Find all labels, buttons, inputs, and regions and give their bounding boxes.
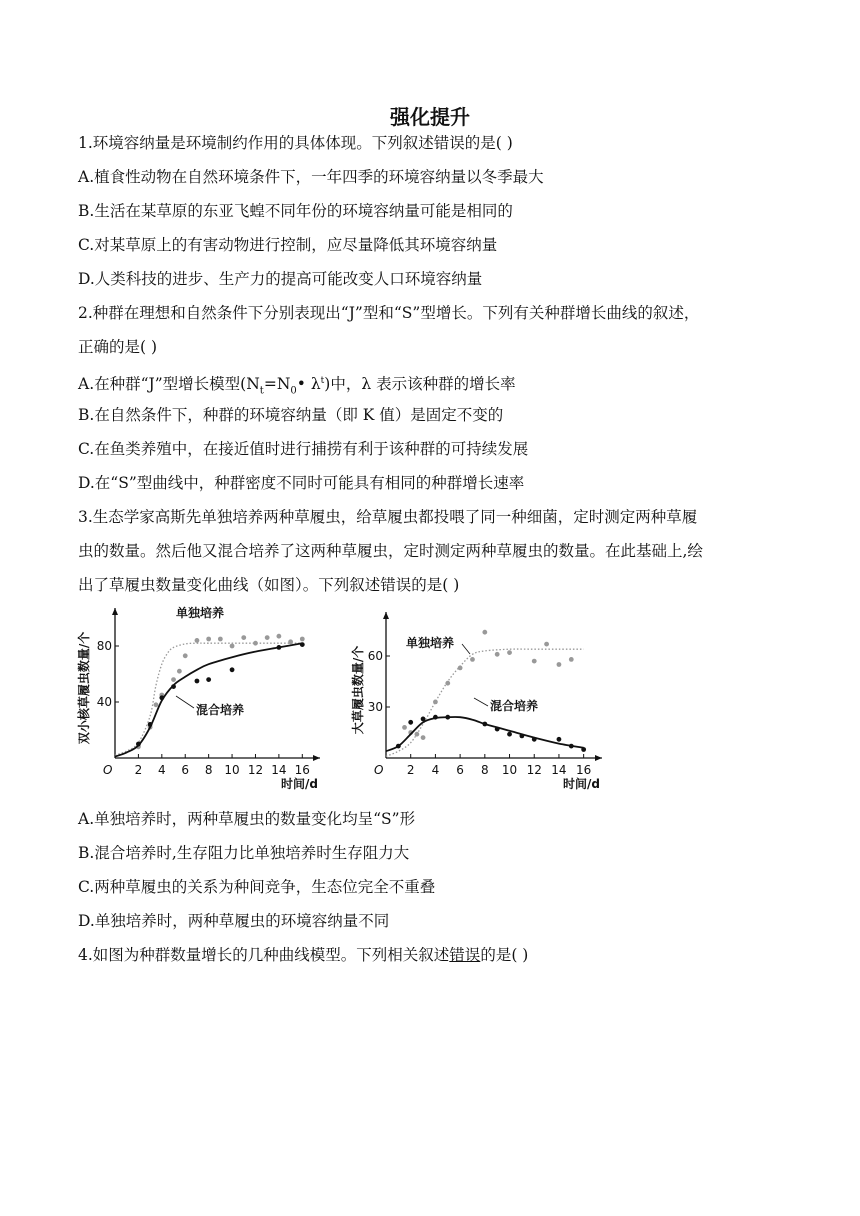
series-label-2: 混合培养 [196,703,245,717]
y-axis-arrow [112,608,118,615]
data-point-series-2 [519,734,524,739]
data-point-series-2 [206,677,211,682]
data-point-series-2 [195,679,200,684]
data-point-series-2 [495,727,500,732]
x-axis-label: 时间/d [281,777,318,791]
question-1-stem: 1.环境容纳量是环境制约作用的具体体现。下列叙述错误的是( ) [78,134,513,152]
question-2-option-c: C.在鱼类养殖中，在接近值时进行捕捞有利于该种群的可持续发展 [78,440,529,458]
series-label-2: 混合培养 [490,699,539,713]
data-point-series-2 [408,720,413,725]
y-tick-label: 80 [96,639,112,653]
question-1-option-a: A.植食性动物在自然环境条件下，一年四季的环境容纳量以冬季最大 [78,168,544,186]
x-tick-label: 14 [271,763,287,777]
data-point-series-1 [445,681,450,686]
question-1-option-c: C.对某草原上的有害动物进行控制，应尽量降低其环境容纳量 [78,236,498,254]
y-tick-label: 30 [367,700,383,714]
question-3-option-b: B.混合培养时,生存阻力比单独培养时生存阻力大 [78,844,410,862]
question-4-stem-underlined: 错误 [449,946,481,964]
question-1-option-b: B.生活在某草原的东亚飞蝗不同年份的环境容纳量可能是相同的 [78,202,513,220]
data-point-series-2 [230,667,235,672]
data-point-series-2 [421,717,426,722]
x-tick-label: 16 [576,763,592,777]
data-point-series-1 [532,659,537,664]
data-point-series-1 [241,635,246,640]
question-4-stem-pre: 4.如图为种群数量增长的几种曲线模型。下列相关叙述 [78,946,450,964]
x-tick-label: 6 [181,763,190,777]
data-point-series-2 [300,642,305,647]
y-axis-arrow [383,612,389,619]
data-point-series-1 [414,732,419,737]
y-axis-label: 大草履虫数量/个 [351,645,365,735]
data-point-series-1 [276,634,281,639]
x-axis-label: 时间/d [563,777,600,791]
data-point-series-1 [569,657,574,662]
data-point-series-1 [507,650,512,655]
question-3-option-a: A.单独培养时，两种草履虫的数量变化均呈“S”形 [78,810,416,828]
data-point-series-2 [445,715,450,720]
x-tick-label: 4 [158,763,166,777]
data-point-series-1 [183,653,188,658]
data-point-series-2 [557,737,562,742]
x-axis-arrow [313,755,320,761]
x-tick-label: 2 [134,763,143,777]
question-3-option-c: C.两种草履虫的关系为种间竞争，生态位完全不重叠 [78,878,436,896]
question-3-option-d: D.单独培养时，两种草履虫的环境容纳量不同 [78,912,390,930]
origin-label: O [103,763,113,777]
series-line-1 [386,649,584,756]
question-2-option-a [78,370,808,402]
x-tick-label: 8 [204,763,213,777]
x-axis-arrow [595,755,602,761]
data-point-series-1 [458,666,463,671]
x-tick-label: 14 [551,763,567,777]
option-a-text-pre: A.在种群“J”型增长模型(N [78,375,260,394]
series-label-leader-2 [176,696,194,708]
data-point-series-1 [288,639,293,644]
subscript-0: 0 [290,385,297,397]
y-tick-label: 60 [367,649,383,663]
data-point-series-1 [265,635,270,640]
data-point-series-1 [300,637,305,642]
question-3-stem-line3: 出了草履虫数量变化曲线（如图）。下列叙述错误的是( ) [78,576,460,594]
option-a-text-mid: =N [263,375,291,394]
chart-paramecium-aurelia [76,604,336,794]
data-point-series-1 [195,638,200,643]
question-1-option-d: D.人类科技的进步、生产力的提高可能改变人口环境容纳量 [78,270,483,288]
question-2-option-b: B.在自然条件下，种群的环境容纳量（即 K 值）是固定不变的 [78,406,504,424]
question-3-stem-line2: 虫的数量。然后他又混合培养了这两种草履虫，定时测定两种草履虫的数量。在此基础上,绘 [78,542,703,560]
question-2-option-d: D.在“S”型曲线中，种群密度不同时可能具有相同的种群增长速率 [78,474,525,492]
data-point-series-2 [148,722,153,727]
data-point-series-2 [159,695,164,700]
data-point-series-1 [177,669,182,674]
superscript-t: t [320,376,325,386]
x-tick-label: 2 [406,763,415,777]
data-point-series-1 [206,637,211,642]
option-a-text-mid2: • λ [296,375,321,394]
data-point-series-1 [154,702,159,707]
data-point-series-1 [482,630,487,635]
x-tick-label: 16 [294,763,310,777]
series-line-2 [115,643,302,756]
data-point-series-1 [557,662,562,667]
data-point-series-2 [276,645,281,650]
data-point-series-2 [532,737,537,742]
data-point-series-1 [421,735,426,740]
series-label-leader-2 [474,698,488,706]
data-point-series-1 [433,700,438,705]
page-title: 强化提升 [390,105,470,129]
data-point-series-2 [433,715,438,720]
series-label-leader-1 [462,644,470,654]
x-tick-label: 12 [247,763,264,777]
data-point-series-1 [218,637,223,642]
data-point-series-1 [230,644,235,649]
y-tick-label: 40 [96,695,112,709]
data-point-series-2 [507,732,512,737]
question-4-stem [78,944,808,966]
origin-label: O [374,763,384,777]
x-tick-label: 6 [456,763,464,777]
chart-paramecium-caudatum [350,604,612,794]
data-point-series-2 [396,744,401,749]
data-point-series-1 [544,642,549,647]
x-tick-label: 8 [481,763,489,777]
x-tick-label: 10 [501,763,518,777]
data-point-series-2 [171,684,176,689]
subscript-t: t [259,385,264,397]
x-tick-label: 4 [431,763,440,777]
x-tick-label: 12 [526,763,542,777]
data-point-series-2 [136,742,141,747]
data-point-series-1 [253,641,258,646]
question-2-stem-line2: 正确的是( ) [78,338,158,356]
data-point-series-2 [569,744,574,749]
data-point-series-1 [470,657,475,662]
question-3-stem-line1: 3.生态学家高斯先单独培养两种草履虫，给草履虫都投喂了同一种细菌，定时测定两种草履 [78,508,698,526]
data-point-series-1 [171,677,176,682]
x-tick-label: 10 [224,763,240,777]
series-label-1: 单独培养 [176,606,225,620]
series-label-1: 单独培养 [406,636,455,650]
data-point-series-2 [581,747,586,752]
y-axis-label: 双小核草履虫数量/个 [77,631,91,745]
question-4-stem-post: 的是( ) [480,946,529,964]
data-point-series-1 [495,652,500,657]
question-2-stem-line1: 2.种群在理想和自然条件下分别表现出“J”型和“S”型增长。下列有关种群增长曲线的叙述， [78,304,700,322]
data-point-series-1 [402,725,407,730]
data-point-series-2 [482,722,487,727]
option-a-text-post: )中，λ 表示该种群的增长率 [324,375,516,394]
